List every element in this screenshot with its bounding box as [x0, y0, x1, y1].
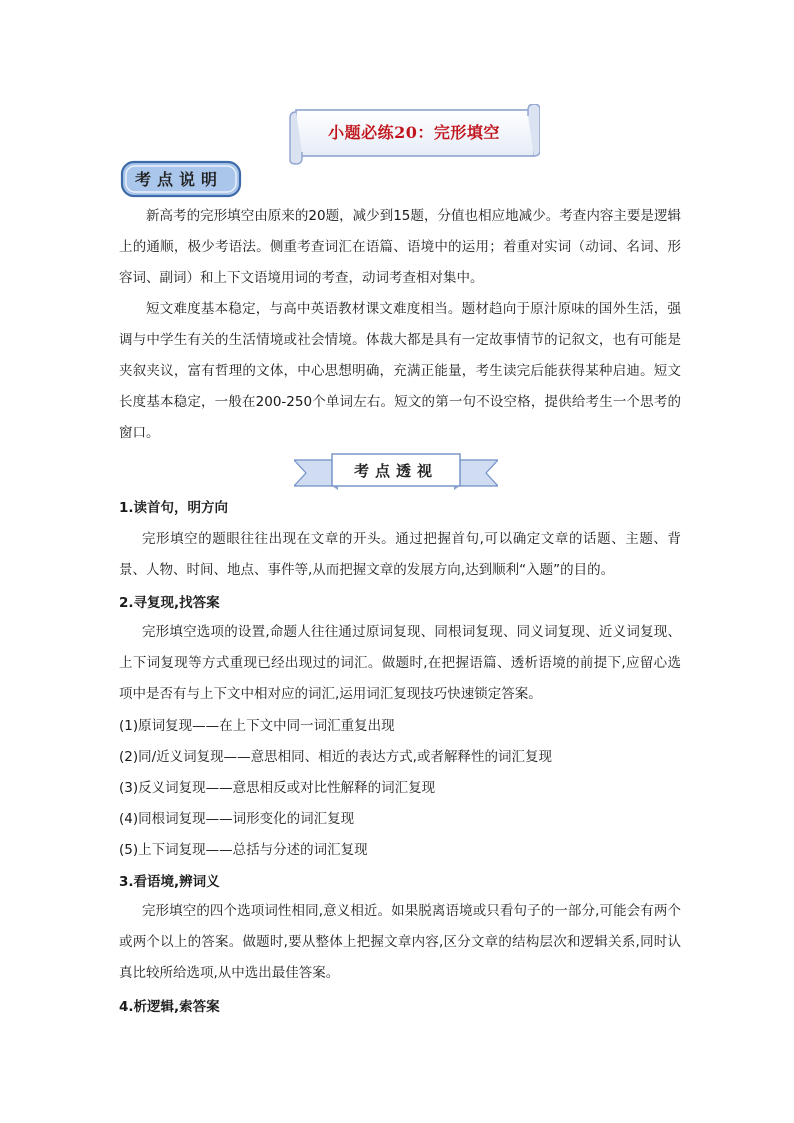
- tip-list-item: (2)同/近义词复现——意思相同、相近的表达方式,或者解释性的词汇复现: [119, 749, 552, 765]
- intro-paragraph-2: 短文难度基本稳定，与高中英语教材课文难度相当。题材趋向于原汁原味的国外生活，强调与中学生有关的生活情境或社会情境。体裁大都是具有一定故事情节的记叙文，也有可能是夹叙夹议，富有哲理的文体，中心思想明确，充满正能量，考生读完后能获得某种启迪。短文长度基本稳定，一般在200-250个单词左右。短文的第一句不设空格，提供给考生一个思考的窗口。: [119, 301, 681, 441]
- page-title: 小题必练20：完形填空: [328, 123, 500, 142]
- tip-list-item: (4)同根词复现——词形变化的词汇复现: [119, 811, 355, 827]
- tip-heading-2: 2.寻复现,找答案: [119, 595, 220, 611]
- tip-list-item: (1)原词复现——在上下文中同一词汇重复出现: [119, 718, 395, 734]
- tip-heading-4: 4.析逻辑,索答案: [119, 999, 220, 1015]
- tip-list-item: (5)上下词复现——总括与分述的词汇复现: [119, 842, 368, 858]
- tip-list-item: (3)反义词复现——意思相反或对比性解释的词汇复现: [119, 780, 436, 796]
- tip-heading-1: 1.读首句，明方向: [119, 500, 229, 516]
- tip-body-3: 完形填空的四个选项词性相同,意义相近。如果脱离语境或只看句子的一部分,可能会有两个或两个以上的答案。做题时,要从整体上把握文章内容,区分文章的结构层次和逻辑关系,同时认真比较所给选项,从中选出最佳答案。: [119, 903, 681, 981]
- tip-body-1: 完形填空的题眼往往出现在文章的开头。通过把握首句,可以确定文章的话题、主题、背景、人物、时间、地点、事件等,从而把握文章的发展方向,达到顺利“入题”的目的。: [119, 531, 681, 578]
- section-badge-kaodian-shuoming: 考点说明: [134, 170, 223, 189]
- tip-body-2: 完形填空选项的设置,命题人往往通过原词复现、同根词复现、同义词复现、近义词复现、上下词复现等方式重现已经出现过的词汇。做题时,在把握语篇、透析语境的前提下,应留心选项中是否有与上下文中相对应的词汇,运用词汇复现技巧快速锁定答案。: [119, 624, 681, 702]
- tip-heading-3: 3.看语境,辨词义: [119, 874, 220, 890]
- intro-paragraph-1: 新高考的完形填空由原来的20题，减少到15题，分值也相应地减少。考查内容主要是逻辑上的通顺，极少考语法。侧重考查词汇在语篇、语境中的运用；着重对实词（动词、名词、形容词、副词）和上下文语境用词的考查，动词考查相对集中。: [119, 208, 681, 286]
- section-ribbon-kaodian-toushi: 考点透视: [353, 462, 438, 480]
